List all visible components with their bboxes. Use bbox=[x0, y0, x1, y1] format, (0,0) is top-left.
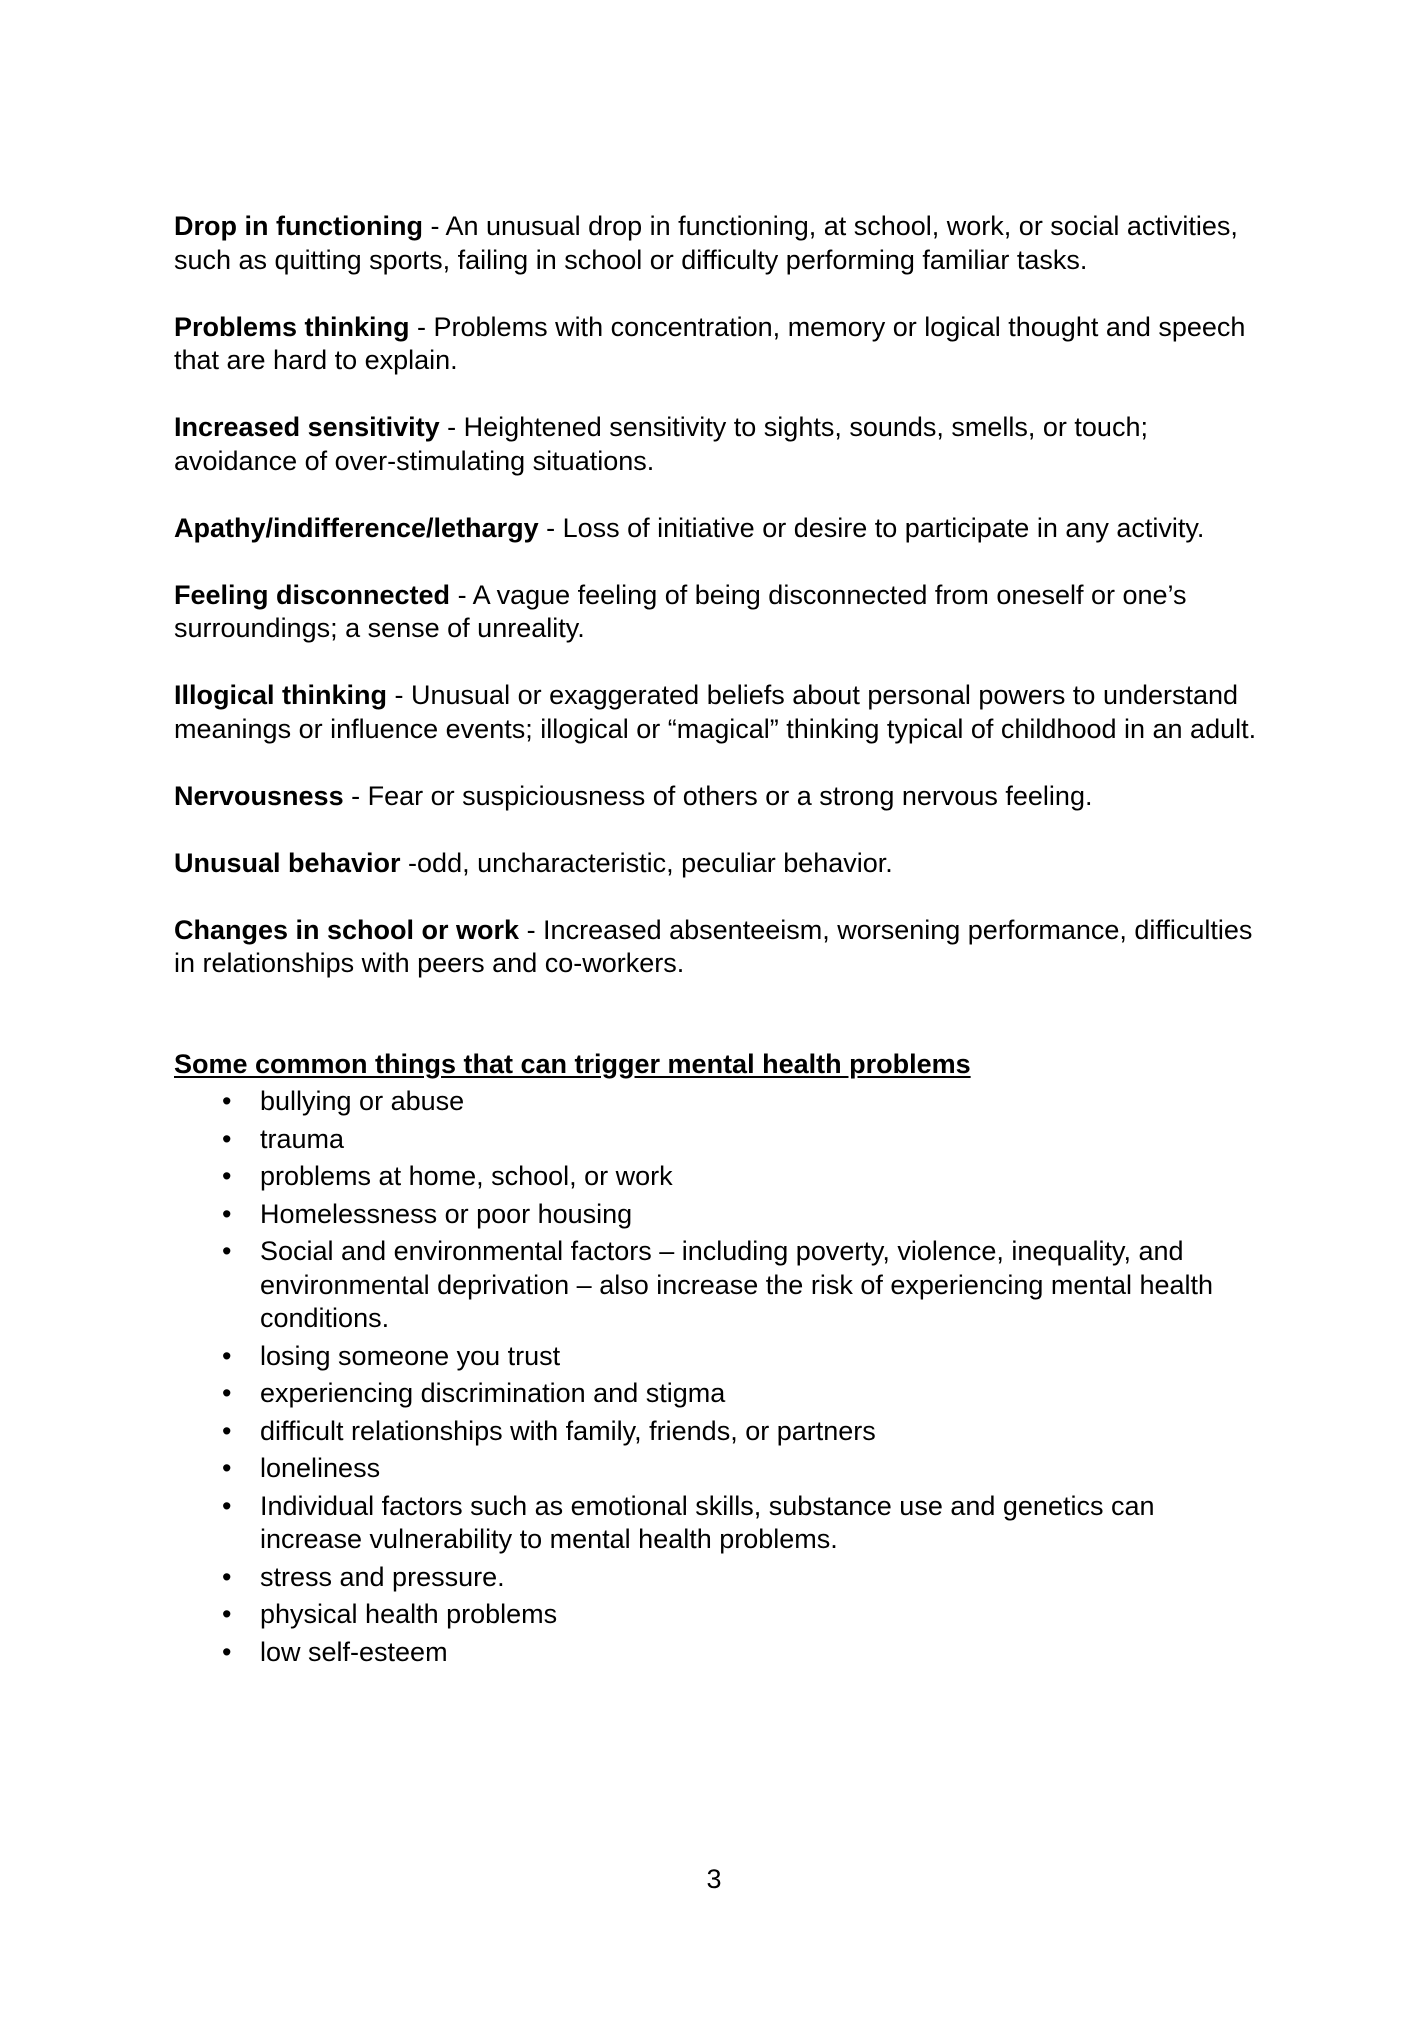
list-item-text: bullying or abuse bbox=[260, 1086, 465, 1116]
bullet-icon: • bbox=[222, 1340, 232, 1371]
list-item bbox=[174, 1377, 1264, 1411]
symptom-feeling-disconnected bbox=[174, 579, 1264, 646]
list-item bbox=[174, 1490, 1264, 1557]
list-item bbox=[174, 1415, 1264, 1449]
list-item bbox=[174, 1561, 1264, 1595]
symptom-nervousness bbox=[174, 780, 1264, 814]
bullet-icon: • bbox=[222, 1453, 232, 1483]
list-item-text: trauma bbox=[260, 1123, 345, 1154]
list-item-text: losing someone you trust bbox=[260, 1340, 561, 1371]
list-item-text: problems at home, school, or work bbox=[260, 1161, 673, 1191]
symptom-description: - Problems with concentration, memory or logical thought and speech that are hard to explain. bbox=[174, 311, 1246, 375]
list-item-text: Individual factors such as emotional skills, substance use and genetics can increase vulnerability to mental health problems. bbox=[260, 1490, 1155, 1554]
list-item bbox=[174, 1123, 1264, 1157]
symptom-unusual-behavior bbox=[174, 847, 1264, 881]
symptom-description: - Unusual or exaggerated beliefs about personal powers to understand meanings or influence events; illogical or “magical” thinking typical of childhood in an adult. bbox=[174, 680, 1257, 744]
symptom-term: Unusual behavior bbox=[174, 847, 401, 878]
list-item bbox=[174, 1198, 1264, 1232]
symptom-term: Changes in school or work bbox=[174, 914, 520, 945]
list-item bbox=[174, 1452, 1264, 1486]
list-item bbox=[174, 1340, 1264, 1374]
symptom-term: Problems thinking bbox=[174, 311, 410, 342]
bullet-icon: • bbox=[222, 1636, 232, 1667]
list-item bbox=[174, 1160, 1264, 1194]
document-page bbox=[174, 210, 1264, 1669]
page-number: 3 bbox=[706, 1864, 722, 1894]
symptom-apathy bbox=[174, 512, 1264, 546]
symptom-term: Drop in functioning bbox=[174, 211, 423, 241]
symptom-term: Nervousness bbox=[174, 780, 344, 811]
bullet-icon: • bbox=[222, 1415, 232, 1446]
bullet-icon: • bbox=[222, 1236, 232, 1266]
symptom-description: - Heightened sensitivity to sights, sounds, smells, or touch; avoidance of over-stimulating situations. bbox=[174, 412, 1148, 476]
bullet-icon: • bbox=[222, 1086, 232, 1116]
symptom-changes-in-school-or-work bbox=[174, 914, 1264, 981]
triggers-list bbox=[174, 1085, 1264, 1669]
bullet-icon: • bbox=[222, 1599, 232, 1629]
symptom-illogical-thinking bbox=[174, 679, 1264, 746]
list-item-text: physical health problems bbox=[260, 1599, 558, 1629]
bullet-icon: • bbox=[222, 1490, 232, 1521]
list-item-text: Social and environmental factors – including poverty, violence, inequality, and environmental deprivation – also increase the risk of experiencing mental health conditions. bbox=[260, 1236, 1214, 1333]
symptom-increased-sensitivity bbox=[174, 411, 1264, 478]
symptom-description: - Increased absenteeism, worsening performance, difficulties in relationships with peers and co-workers. bbox=[174, 914, 1253, 978]
triggers-heading: Some common things that can trigger mental health problems bbox=[174, 1048, 971, 1079]
symptom-description: -odd, uncharacteristic, peculiar behavior. bbox=[400, 847, 893, 878]
bullet-icon: • bbox=[222, 1123, 232, 1154]
list-item bbox=[174, 1235, 1264, 1336]
bullet-icon: • bbox=[222, 1198, 232, 1229]
symptom-description: - Fear or suspiciousness of others or a strong nervous feeling. bbox=[343, 780, 1093, 811]
list-item bbox=[174, 1636, 1264, 1670]
list-item bbox=[174, 1598, 1264, 1632]
list-item-text: stress and pressure. bbox=[260, 1561, 505, 1592]
symptom-description: - An unusual drop in functioning, at school, work, or social activities, such as quitting sports, failing in school or difficulty performing familiar tasks. bbox=[174, 211, 1238, 275]
list-item-text: loneliness bbox=[260, 1453, 381, 1483]
symptom-problems-thinking bbox=[174, 311, 1264, 378]
bullet-icon: • bbox=[222, 1378, 232, 1408]
symptom-description: - Loss of initiative or desire to participate in any activity. bbox=[538, 512, 1205, 543]
bullet-icon: • bbox=[222, 1561, 232, 1592]
symptom-term: Apathy/indifference/lethargy bbox=[174, 512, 539, 543]
list-item-text: Homelessness or poor housing bbox=[260, 1198, 633, 1229]
symptom-description: - A vague feeling of being disconnected from oneself or one’s surroundings; a sense of unreality. bbox=[174, 579, 1187, 643]
list-item-text: difficult relationships with family, friends, or partners bbox=[260, 1415, 876, 1446]
list-item-text: experiencing discrimination and stigma bbox=[260, 1378, 726, 1408]
bullet-icon: • bbox=[222, 1161, 232, 1191]
symptom-term: Feeling disconnected bbox=[174, 579, 451, 610]
symptom-term: Increased sensitivity bbox=[174, 412, 440, 442]
list-item-text: low self-esteem bbox=[260, 1636, 448, 1667]
symptom-term: Illogical thinking bbox=[174, 680, 388, 710]
symptom-drop-in-functioning bbox=[174, 210, 1264, 277]
list-item bbox=[174, 1085, 1264, 1119]
